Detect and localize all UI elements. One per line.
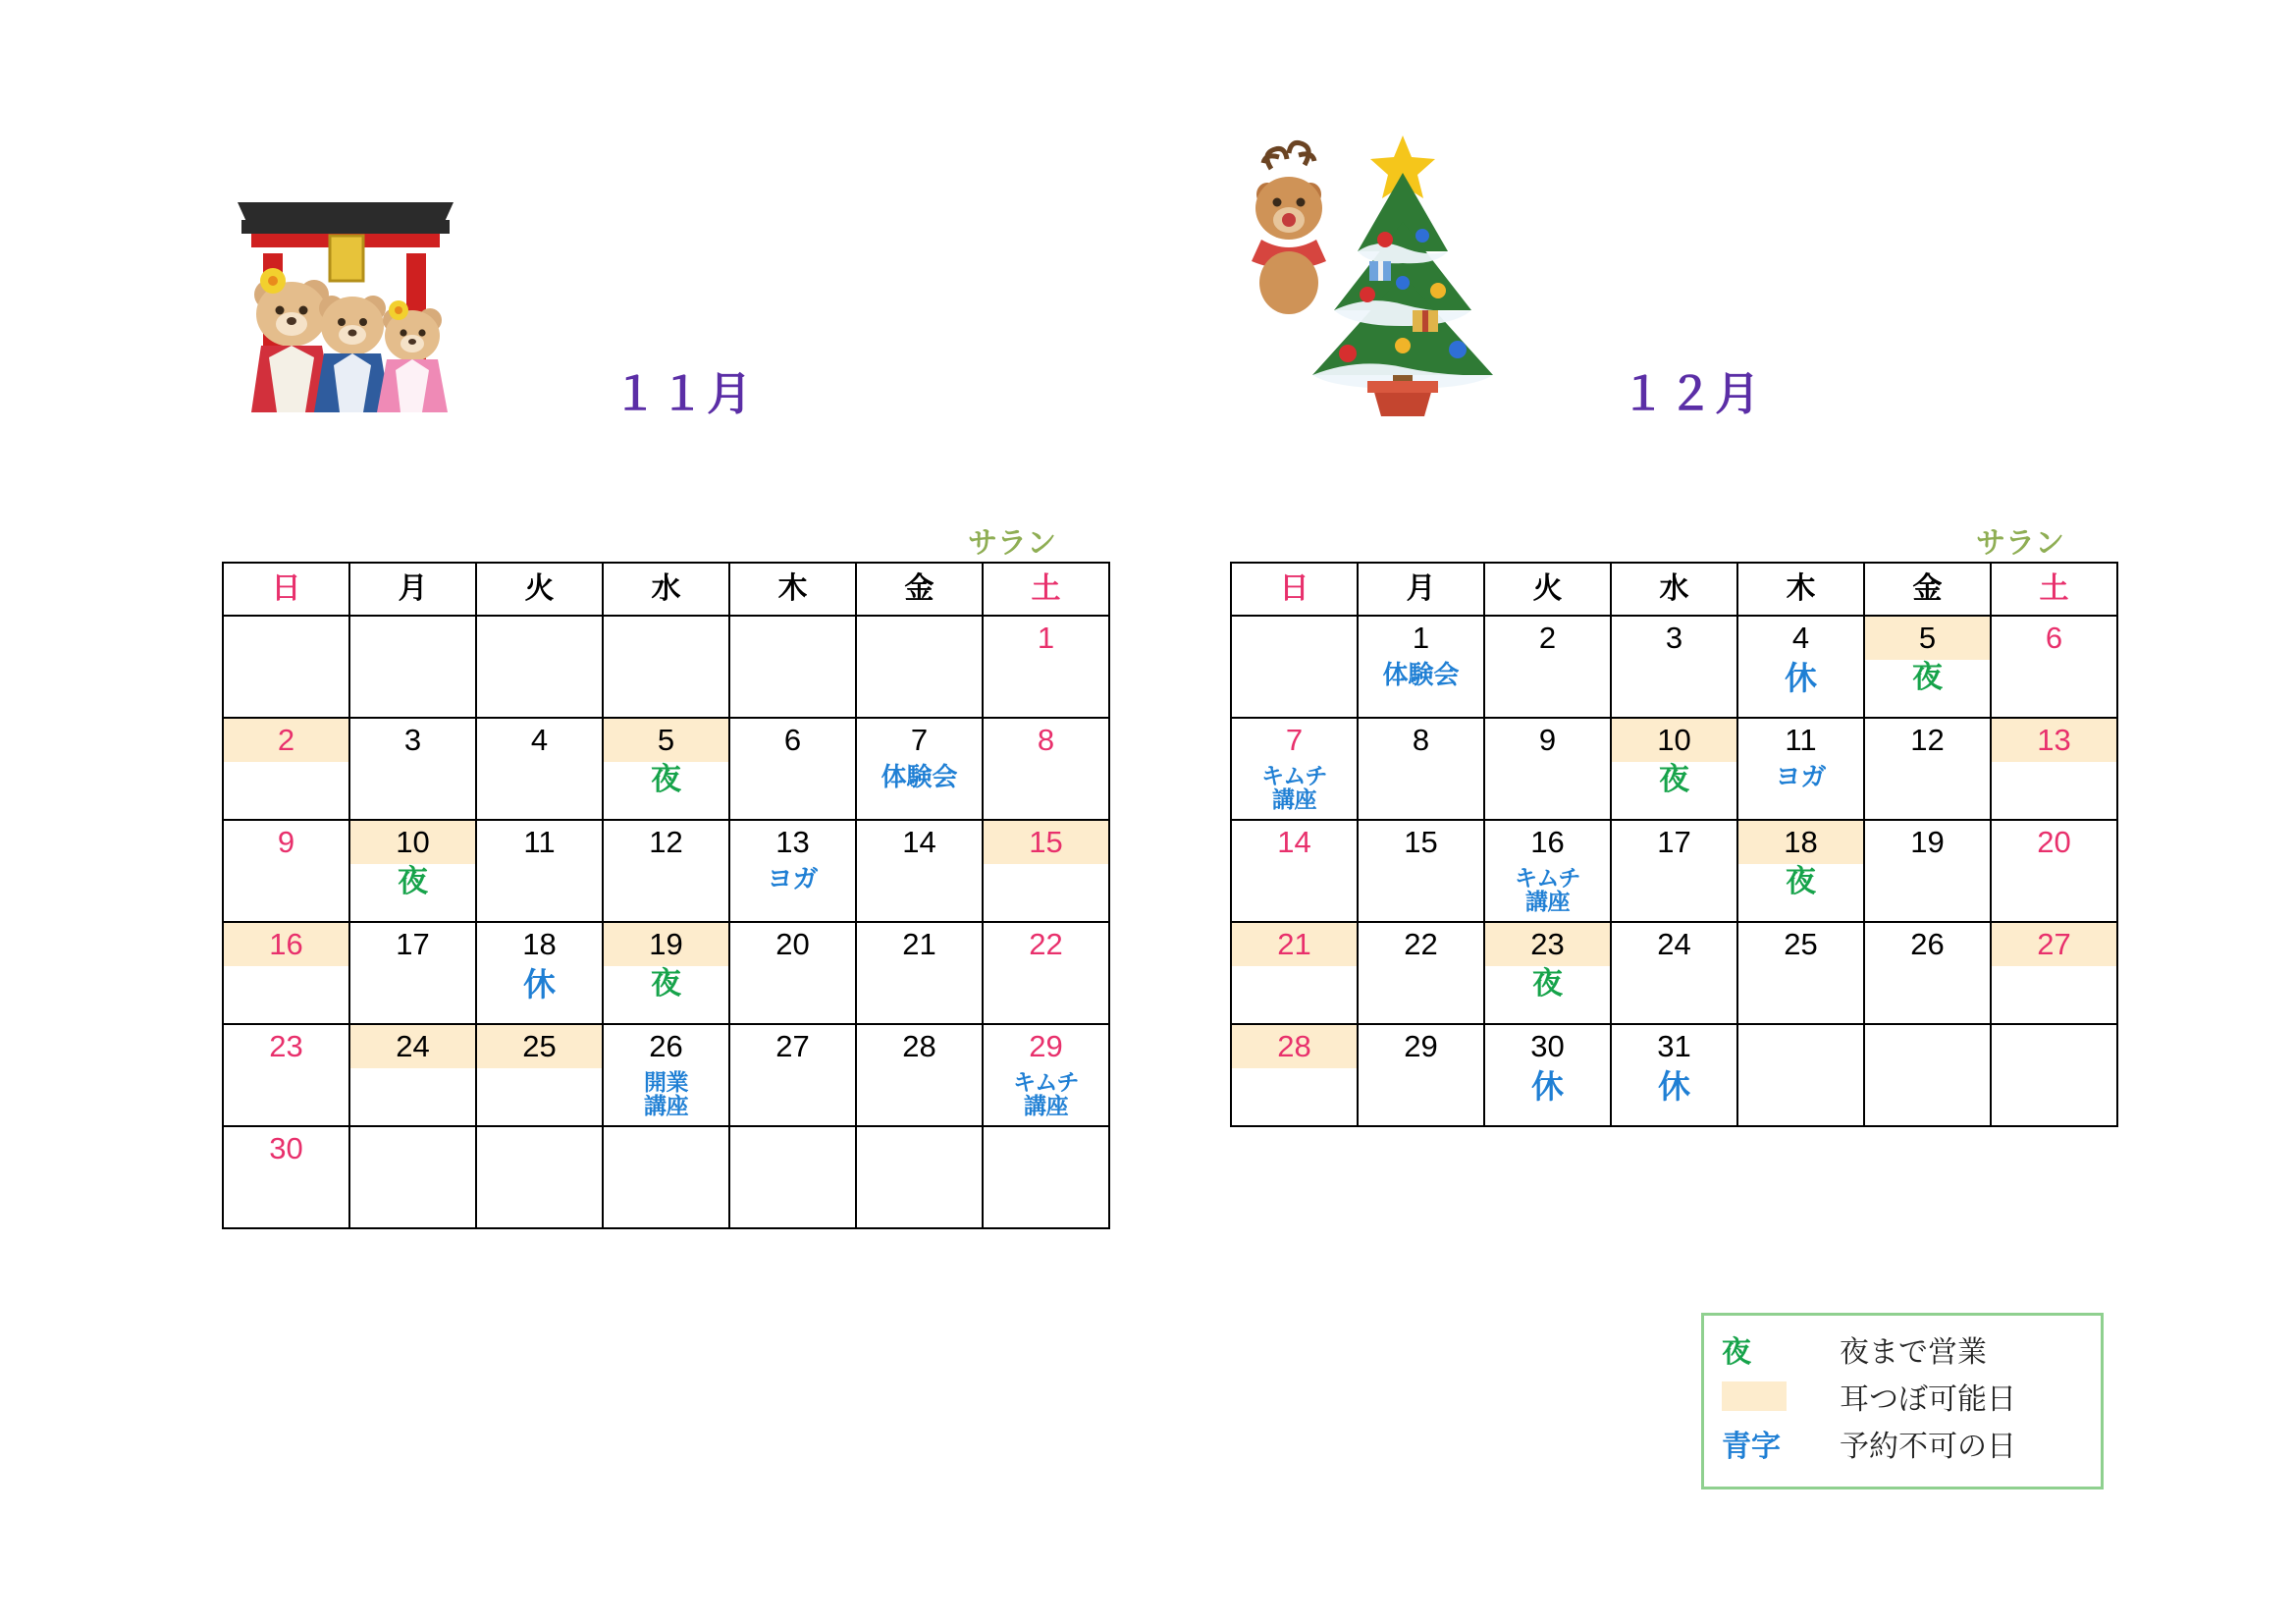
day-number: 9	[277, 825, 295, 859]
weekday-header-sat: 土	[1991, 563, 2117, 616]
calendar-week-row	[1231, 616, 2117, 718]
calendar-empty-cell	[476, 1126, 603, 1228]
day-number: 23	[269, 1029, 303, 1063]
day-note: 夜	[398, 864, 428, 898]
day-number: 5	[1865, 617, 1990, 660]
day-number	[350, 617, 475, 660]
day-number	[857, 617, 982, 660]
month-title-december: １２月	[1621, 368, 1762, 419]
weekday-header-fri: 金	[856, 563, 983, 616]
calendar-day-cell[interactable]	[1611, 1024, 1737, 1126]
day-note: 夜	[651, 966, 681, 1001]
calendar-day-cell[interactable]	[1611, 718, 1737, 820]
day-note: ヨガ	[1775, 762, 1827, 791]
weekday-header-thu: 木	[729, 563, 856, 616]
calendar-week-row	[223, 718, 1109, 820]
legend-key-night: 夜	[1722, 1336, 1751, 1369]
calendar-day-cell[interactable]	[1737, 820, 1864, 922]
day-note: 夜	[651, 762, 681, 796]
calendar-empty-cell	[1991, 1024, 2117, 1126]
day-number: 16	[224, 923, 348, 966]
calendar-day-cell[interactable]	[603, 922, 729, 1024]
weekday-header-row	[1231, 563, 2117, 616]
calendar-day-cell[interactable]	[1991, 718, 2117, 820]
calendar-day-cell[interactable]	[1611, 616, 1737, 718]
day-number: 17	[1657, 825, 1691, 859]
day-number	[857, 1127, 982, 1170]
day-number: 13	[1992, 719, 2116, 762]
calendar-empty-cell	[729, 1126, 856, 1228]
calendar-empty-cell	[603, 616, 729, 718]
day-number: 24	[1657, 927, 1691, 961]
christmas-tree-illustration	[1210, 118, 1544, 432]
calendar-day-cell[interactable]	[1484, 820, 1611, 922]
calendar-week-row	[223, 1126, 1109, 1228]
calendar-day-cell[interactable]	[1231, 1024, 1358, 1126]
day-number: 15	[984, 821, 1108, 864]
calendar-day-cell[interactable]	[223, 1126, 349, 1228]
day-number	[984, 1127, 1108, 1170]
calendar-day-cell[interactable]	[603, 820, 729, 922]
day-number: 29	[1029, 1029, 1063, 1063]
calendar-day-cell[interactable]	[476, 1024, 603, 1126]
day-note: 夜	[1659, 762, 1689, 796]
day-number: 23	[1485, 923, 1610, 966]
day-number: 12	[1910, 723, 1945, 757]
day-note: 体験会	[1382, 660, 1460, 689]
day-note: 休	[523, 966, 556, 1002]
day-note: 体験会	[881, 762, 958, 791]
day-number	[730, 1127, 855, 1170]
calendar-week-row	[223, 922, 1109, 1024]
calendar-empty-cell	[729, 616, 856, 718]
calendar-day-cell[interactable]	[1484, 922, 1611, 1024]
calendar-day-cell[interactable]	[476, 820, 603, 922]
day-number: 29	[1404, 1029, 1438, 1063]
calendar-empty-cell	[1864, 1024, 1991, 1126]
calendar-empty-cell	[1231, 616, 1358, 718]
calendar-day-cell[interactable]	[1864, 922, 1991, 1024]
weekday-header-mon: 月	[1358, 563, 1484, 616]
calendar-day-cell[interactable]	[983, 922, 1109, 1024]
day-number: 18	[522, 927, 557, 961]
calendar-day-cell[interactable]	[1737, 718, 1864, 820]
calendar-day-cell[interactable]	[223, 1024, 349, 1126]
day-number	[224, 617, 348, 660]
calendar-day-cell[interactable]	[1358, 922, 1484, 1024]
day-number: 27	[775, 1029, 810, 1063]
day-number: 28	[902, 1029, 936, 1063]
calendar-day-cell[interactable]	[856, 820, 983, 922]
calendar-day-cell[interactable]	[1864, 820, 1991, 922]
day-number: 1	[1412, 621, 1430, 655]
day-number: 4	[1791, 621, 1810, 655]
day-number: 17	[396, 927, 430, 961]
november-calendar-table	[222, 562, 1110, 1229]
calendar-day-cell[interactable]	[349, 718, 476, 820]
day-number: 6	[2045, 621, 2063, 655]
legend-box	[1701, 1313, 2104, 1489]
day-number: 6	[783, 723, 802, 757]
day-number: 26	[649, 1029, 683, 1063]
day-number: 22	[1404, 927, 1438, 961]
day-number	[604, 617, 728, 660]
calendar-empty-cell	[349, 1126, 476, 1228]
day-number: 19	[1910, 825, 1945, 859]
day-number	[477, 1127, 602, 1170]
day-number: 10	[1612, 719, 1736, 762]
day-number: 24	[350, 1025, 475, 1068]
calendar-day-cell[interactable]	[729, 1024, 856, 1126]
calendar-day-cell[interactable]	[1991, 820, 2117, 922]
day-number: 30	[269, 1131, 303, 1165]
shop-name-december: サラン	[1976, 527, 2064, 560]
day-number	[1992, 1025, 2116, 1068]
day-note: 夜	[1786, 864, 1816, 898]
day-number: 14	[1277, 825, 1311, 859]
calendar-day-cell[interactable]	[1231, 718, 1358, 820]
day-number: 7	[1285, 723, 1304, 757]
calendar-day-cell[interactable]	[349, 1024, 476, 1126]
legend-text-swatch: 耳つぼ可能日	[1840, 1383, 2016, 1416]
day-number: 20	[2037, 825, 2071, 859]
calendar-empty-cell	[349, 616, 476, 718]
day-number: 20	[775, 927, 810, 961]
day-number	[477, 617, 602, 660]
day-number: 21	[902, 927, 936, 961]
calendar-day-cell[interactable]	[1358, 1024, 1484, 1126]
day-number: 27	[1992, 923, 2116, 966]
shop-name-november: サラン	[968, 527, 1056, 560]
calendar-day-cell[interactable]	[729, 922, 856, 1024]
weekday-header-thu: 木	[1737, 563, 1864, 616]
november-weeks	[223, 616, 1109, 1228]
legend-key-swatch	[1722, 1381, 1840, 1411]
day-note: 休	[1785, 660, 1817, 696]
calendar-week-row	[1231, 820, 2117, 922]
calendar-day-cell[interactable]	[729, 820, 856, 922]
calendar-day-cell[interactable]	[983, 616, 1109, 718]
december-calendar-table	[1230, 562, 2118, 1127]
day-number: 8	[1412, 723, 1430, 757]
day-number	[1738, 1025, 1863, 1068]
legend-text-bluetext: 予約不可の日	[1840, 1431, 2016, 1463]
calendar-empty-cell	[476, 616, 603, 718]
calendar-day-cell[interactable]	[856, 1024, 983, 1126]
calendar-day-cell[interactable]	[1358, 718, 1484, 820]
day-number: 5	[604, 719, 728, 762]
day-number	[350, 1127, 475, 1170]
calendar-day-cell[interactable]	[223, 820, 349, 922]
highlight-swatch	[1722, 1381, 1787, 1411]
day-number: 9	[1538, 723, 1557, 757]
day-number: 3	[1665, 621, 1683, 655]
weekday-header-mon: 月	[349, 563, 476, 616]
calendar-day-cell[interactable]	[1611, 922, 1737, 1024]
december-weeks	[1231, 616, 2117, 1126]
calendar-day-cell[interactable]	[983, 1024, 1109, 1126]
calendar-day-cell[interactable]	[729, 718, 856, 820]
calendar-day-cell[interactable]	[476, 922, 603, 1024]
calendar-day-cell[interactable]	[1737, 616, 1864, 718]
calendar-day-cell[interactable]	[349, 922, 476, 1024]
day-number: 11	[523, 825, 556, 859]
calendar-day-cell[interactable]	[1991, 616, 2117, 718]
day-number: 25	[477, 1025, 602, 1068]
legend-key-bluetext: 青字	[1722, 1431, 1781, 1463]
calendar-day-cell[interactable]	[1484, 1024, 1611, 1126]
day-note: キムチ 講座	[1261, 763, 1327, 813]
day-number: 10	[350, 821, 475, 864]
day-number: 7	[910, 723, 929, 757]
day-number: 14	[902, 825, 936, 859]
calendar-empty-cell	[856, 1126, 983, 1228]
day-number: 2	[224, 719, 348, 762]
calendar-day-cell[interactable]	[856, 718, 983, 820]
calendar-week-row	[1231, 1024, 2117, 1126]
weekday-header-sun: 日	[1231, 563, 1358, 616]
weekday-header-sun: 日	[223, 563, 349, 616]
legend-row	[1722, 1373, 2083, 1420]
calendar-day-cell[interactable]	[1358, 820, 1484, 922]
calendar-day-cell[interactable]	[603, 718, 729, 820]
calendar-day-cell[interactable]	[1864, 718, 1991, 820]
calendar-empty-cell	[1737, 1024, 1864, 1126]
weekday-header-tue: 火	[1484, 563, 1611, 616]
calendar-day-cell[interactable]	[983, 718, 1109, 820]
calendar-day-cell[interactable]	[1358, 616, 1484, 718]
day-number	[1232, 617, 1357, 660]
day-number: 28	[1232, 1025, 1357, 1068]
weekday-header-row	[223, 563, 1109, 616]
weekday-header-wed: 水	[1611, 563, 1737, 616]
day-note: 夜	[1532, 966, 1563, 1001]
day-number: 11	[1785, 723, 1817, 757]
day-note: キムチ 講座	[1013, 1069, 1079, 1119]
weekday-header-sat: 土	[983, 563, 1109, 616]
weekday-header-wed: 水	[603, 563, 729, 616]
calendar-week-row	[1231, 922, 2117, 1024]
day-number: 12	[649, 825, 683, 859]
day-number: 25	[1784, 927, 1818, 961]
day-note: 夜	[1912, 660, 1943, 694]
day-number: 16	[1530, 825, 1565, 859]
calendar-day-cell[interactable]	[223, 922, 349, 1024]
day-number: 15	[1404, 825, 1438, 859]
calendar-day-cell[interactable]	[856, 922, 983, 1024]
day-number	[730, 617, 855, 660]
day-note: 休	[1531, 1068, 1564, 1105]
calendar-day-cell[interactable]	[349, 820, 476, 922]
calendar-day-cell[interactable]	[1864, 616, 1991, 718]
calendar-day-cell[interactable]	[603, 1024, 729, 1126]
calendar-empty-cell	[983, 1126, 1109, 1228]
calendar-empty-cell	[223, 616, 349, 718]
day-number: 26	[1910, 927, 1945, 961]
day-note: ヨガ	[767, 864, 819, 893]
torii-bears-illustration	[212, 126, 526, 420]
calendar-week-row	[1231, 718, 2117, 820]
calendar-day-cell[interactable]	[476, 718, 603, 820]
weekday-header-tue: 火	[476, 563, 603, 616]
day-number: 3	[403, 723, 422, 757]
legend-row	[1722, 1326, 2083, 1373]
day-number: 2	[1538, 621, 1557, 655]
weekday-header-fri: 金	[1864, 563, 1991, 616]
day-number	[604, 1127, 728, 1170]
calendar-day-cell[interactable]	[983, 820, 1109, 922]
day-number: 18	[1738, 821, 1863, 864]
calendar-day-cell[interactable]	[1484, 718, 1611, 820]
legend-row	[1722, 1420, 2083, 1467]
day-note: 開業 講座	[644, 1069, 688, 1119]
day-number: 21	[1232, 923, 1357, 966]
calendar-week-row	[223, 616, 1109, 718]
calendar-week-row	[223, 820, 1109, 922]
calendar-day-cell[interactable]	[1991, 922, 2117, 1024]
day-number: 22	[1029, 927, 1063, 961]
calendar-day-cell[interactable]	[1611, 820, 1737, 922]
day-number: 4	[530, 723, 549, 757]
calendar-day-cell[interactable]	[1737, 922, 1864, 1024]
calendar-day-cell[interactable]	[1231, 922, 1358, 1024]
calendar-empty-cell	[603, 1126, 729, 1228]
day-number	[1865, 1025, 1990, 1068]
day-number: 13	[775, 825, 810, 859]
calendar-day-cell[interactable]	[1231, 820, 1358, 922]
day-number: 19	[604, 923, 728, 966]
calendar-empty-cell	[856, 616, 983, 718]
day-number: 31	[1657, 1029, 1691, 1063]
day-number: 8	[1037, 723, 1055, 757]
calendar-day-cell[interactable]	[1484, 616, 1611, 718]
calendar-week-row	[223, 1024, 1109, 1126]
day-note: キムチ 講座	[1515, 865, 1580, 915]
day-number: 30	[1530, 1029, 1565, 1063]
month-title-november: １１月	[613, 368, 754, 419]
legend-text-night: 夜まで営業	[1840, 1336, 1987, 1369]
day-note: 休	[1658, 1068, 1690, 1105]
day-number: 1	[1037, 621, 1055, 655]
calendar-day-cell[interactable]	[223, 718, 349, 820]
